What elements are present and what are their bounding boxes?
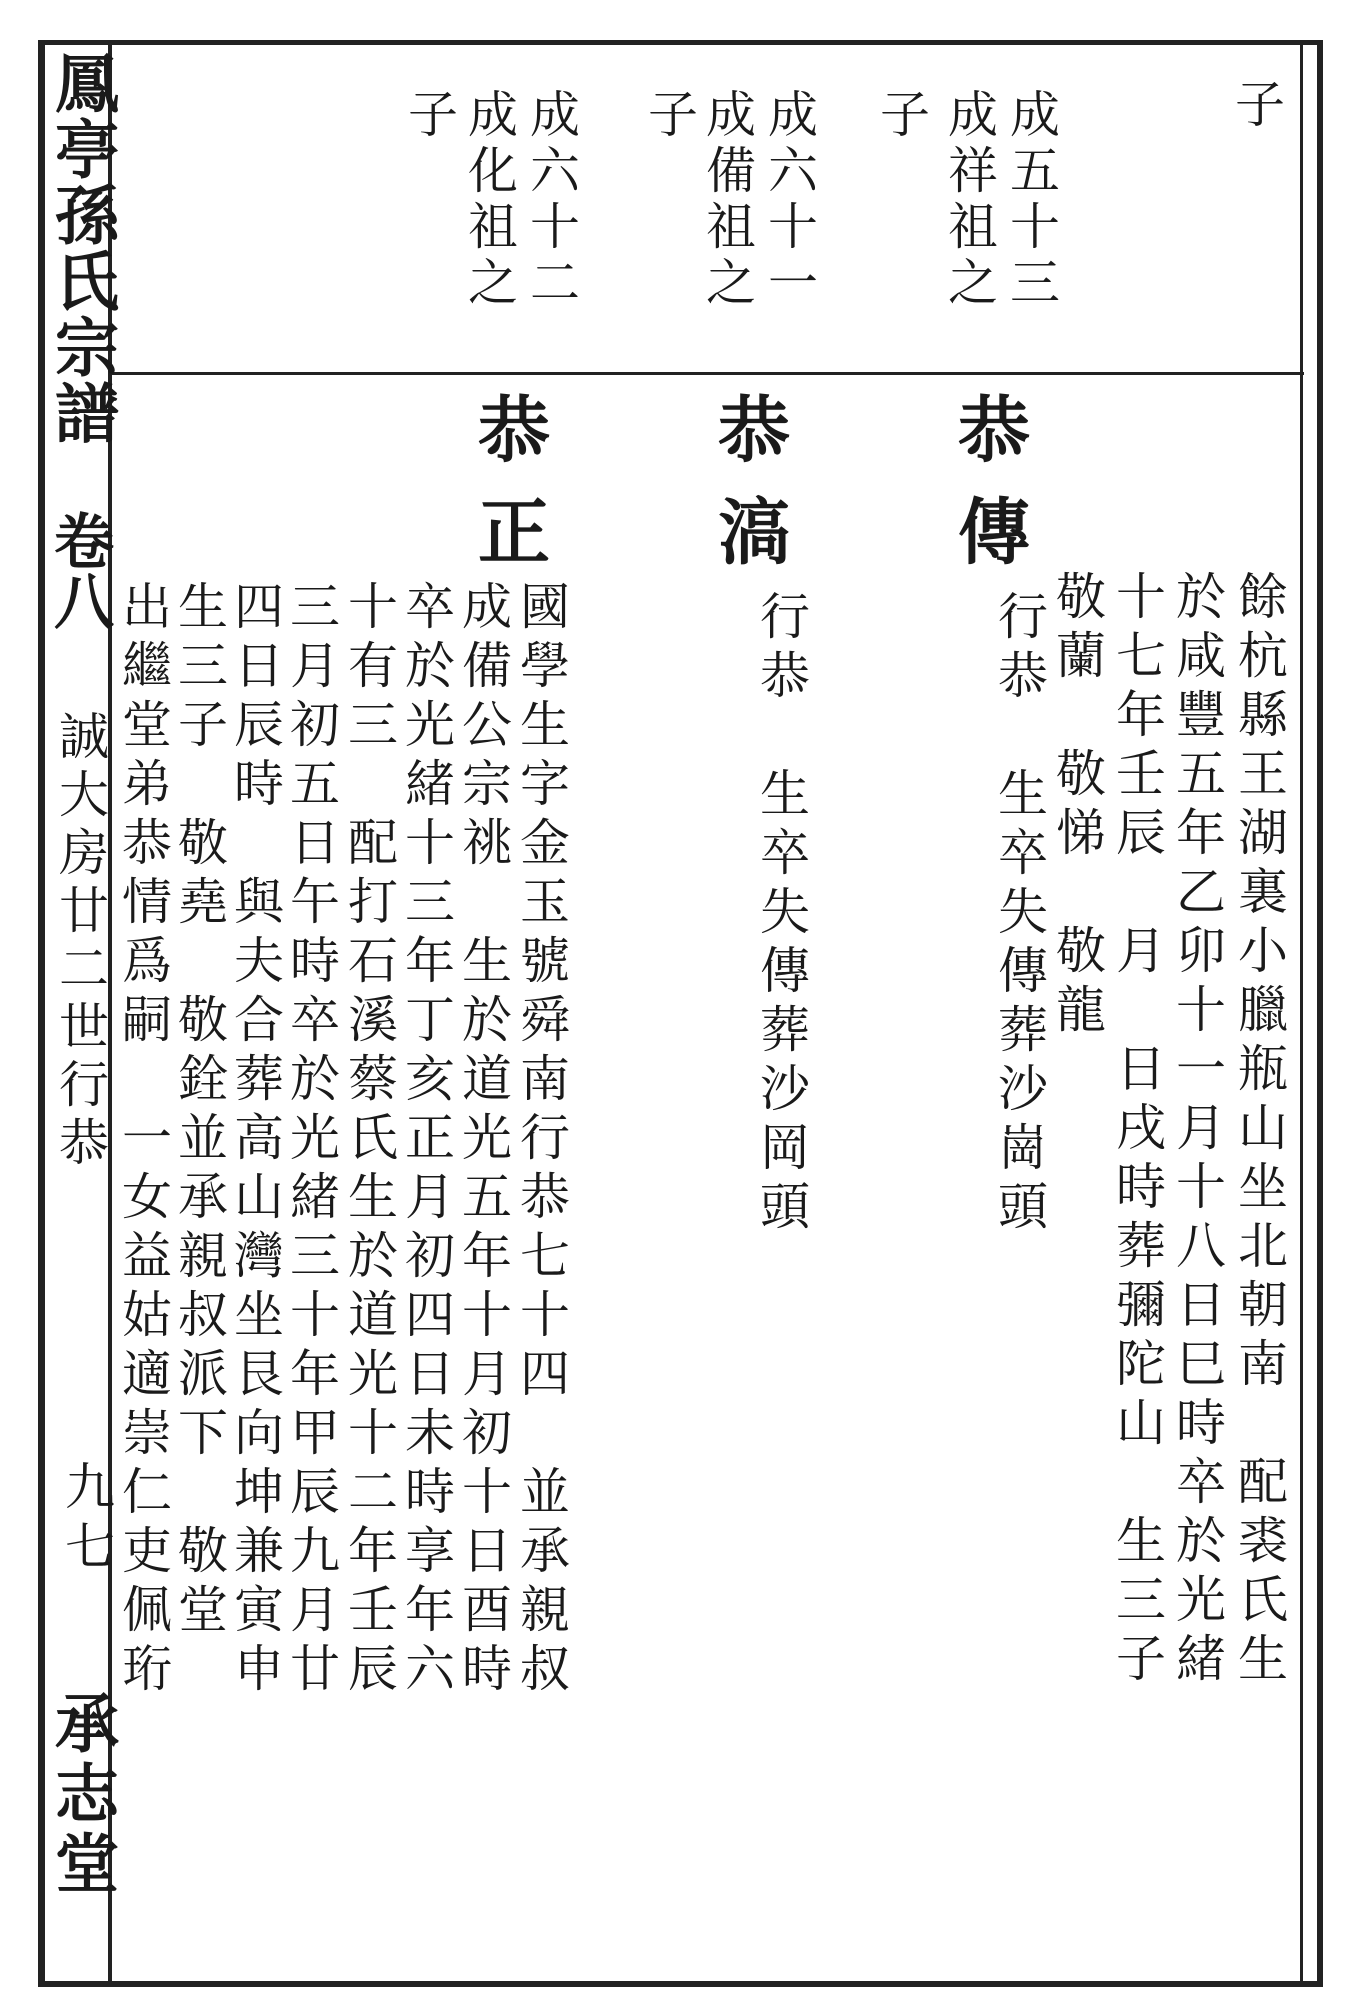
inner-right-rule <box>1300 40 1303 1985</box>
entry-col-14: 出繼堂弟恭情爲嗣 一女益姑適崇仁吏佩珩 <box>114 580 172 1701</box>
volume-label: 卷八 <box>44 510 114 630</box>
book-title: 鳳亭孫氏宗譜 <box>44 50 119 446</box>
section-label: 誠大房廿二世行恭 <box>51 710 109 1174</box>
entry-col-7: 國學生字金玉號舜南行恭七十四 並承親叔 <box>512 580 570 1701</box>
upper-col-0: 子 <box>1227 78 1285 134</box>
entry-col-10: 十有三 配打石溪蔡氏生於道光十二年壬辰 <box>340 580 398 1701</box>
entry-col-12: 四日辰時 與夫合葬高山灣坐艮向坤兼寅申 <box>226 580 284 1701</box>
upper-col-8: 成化祖之 <box>460 88 518 312</box>
person-name-2: 恭滈 <box>706 392 791 596</box>
entry-col-1: 餘杭縣王湖裏小臘瓶山坐北朝南 配裘氏生 <box>1230 570 1288 1691</box>
upper-col-2: 成祥祖之 <box>940 88 998 312</box>
entry-col-5: 行恭 生卒失傳葬沙崗頭 <box>990 590 1048 1239</box>
entry-col-9: 卒於光緒十三年丁亥正月初四日未時享年六 <box>397 580 455 1701</box>
page-number: 九七 <box>57 1460 115 1580</box>
upper-col-5: 成備祖之 <box>698 88 756 312</box>
upper-col-3: 子 <box>872 88 930 144</box>
section-divider <box>112 372 1304 375</box>
entry-col-2: 於咸豐五年乙卯十一月十八日巳時卒於光緒 <box>1168 570 1226 1691</box>
entry-col-11: 三月初五日午時卒於光緒三十年甲辰九月廿 <box>282 580 340 1701</box>
upper-col-6: 子 <box>640 88 698 144</box>
upper-col-4: 成六十一 <box>760 88 818 312</box>
entry-col-8: 成備公宗祧 生於道光五年十月初十日酉時 <box>454 580 512 1701</box>
entry-col-3: 十七年壬辰 月 日戌時葬彌陀山 生三子 <box>1108 570 1166 1691</box>
person-name-3: 恭正 <box>466 392 551 596</box>
person-name-1: 恭傳 <box>946 392 1031 596</box>
entry-col-6: 行恭 生卒失傳葬沙岡頭 <box>752 590 810 1239</box>
upper-col-7: 成六十二 <box>522 88 580 312</box>
hall-name: 承志堂 <box>44 1690 119 1900</box>
entry-col-4: 敬蘭 敬悌 敬龍 <box>1048 570 1106 1042</box>
entry-col-13: 生三子 敬堯 敬銓並承親叔派下 敬堂 <box>170 580 228 1642</box>
upper-col-1: 成五十三 <box>1002 88 1060 312</box>
upper-col-9: 子 <box>400 88 458 144</box>
